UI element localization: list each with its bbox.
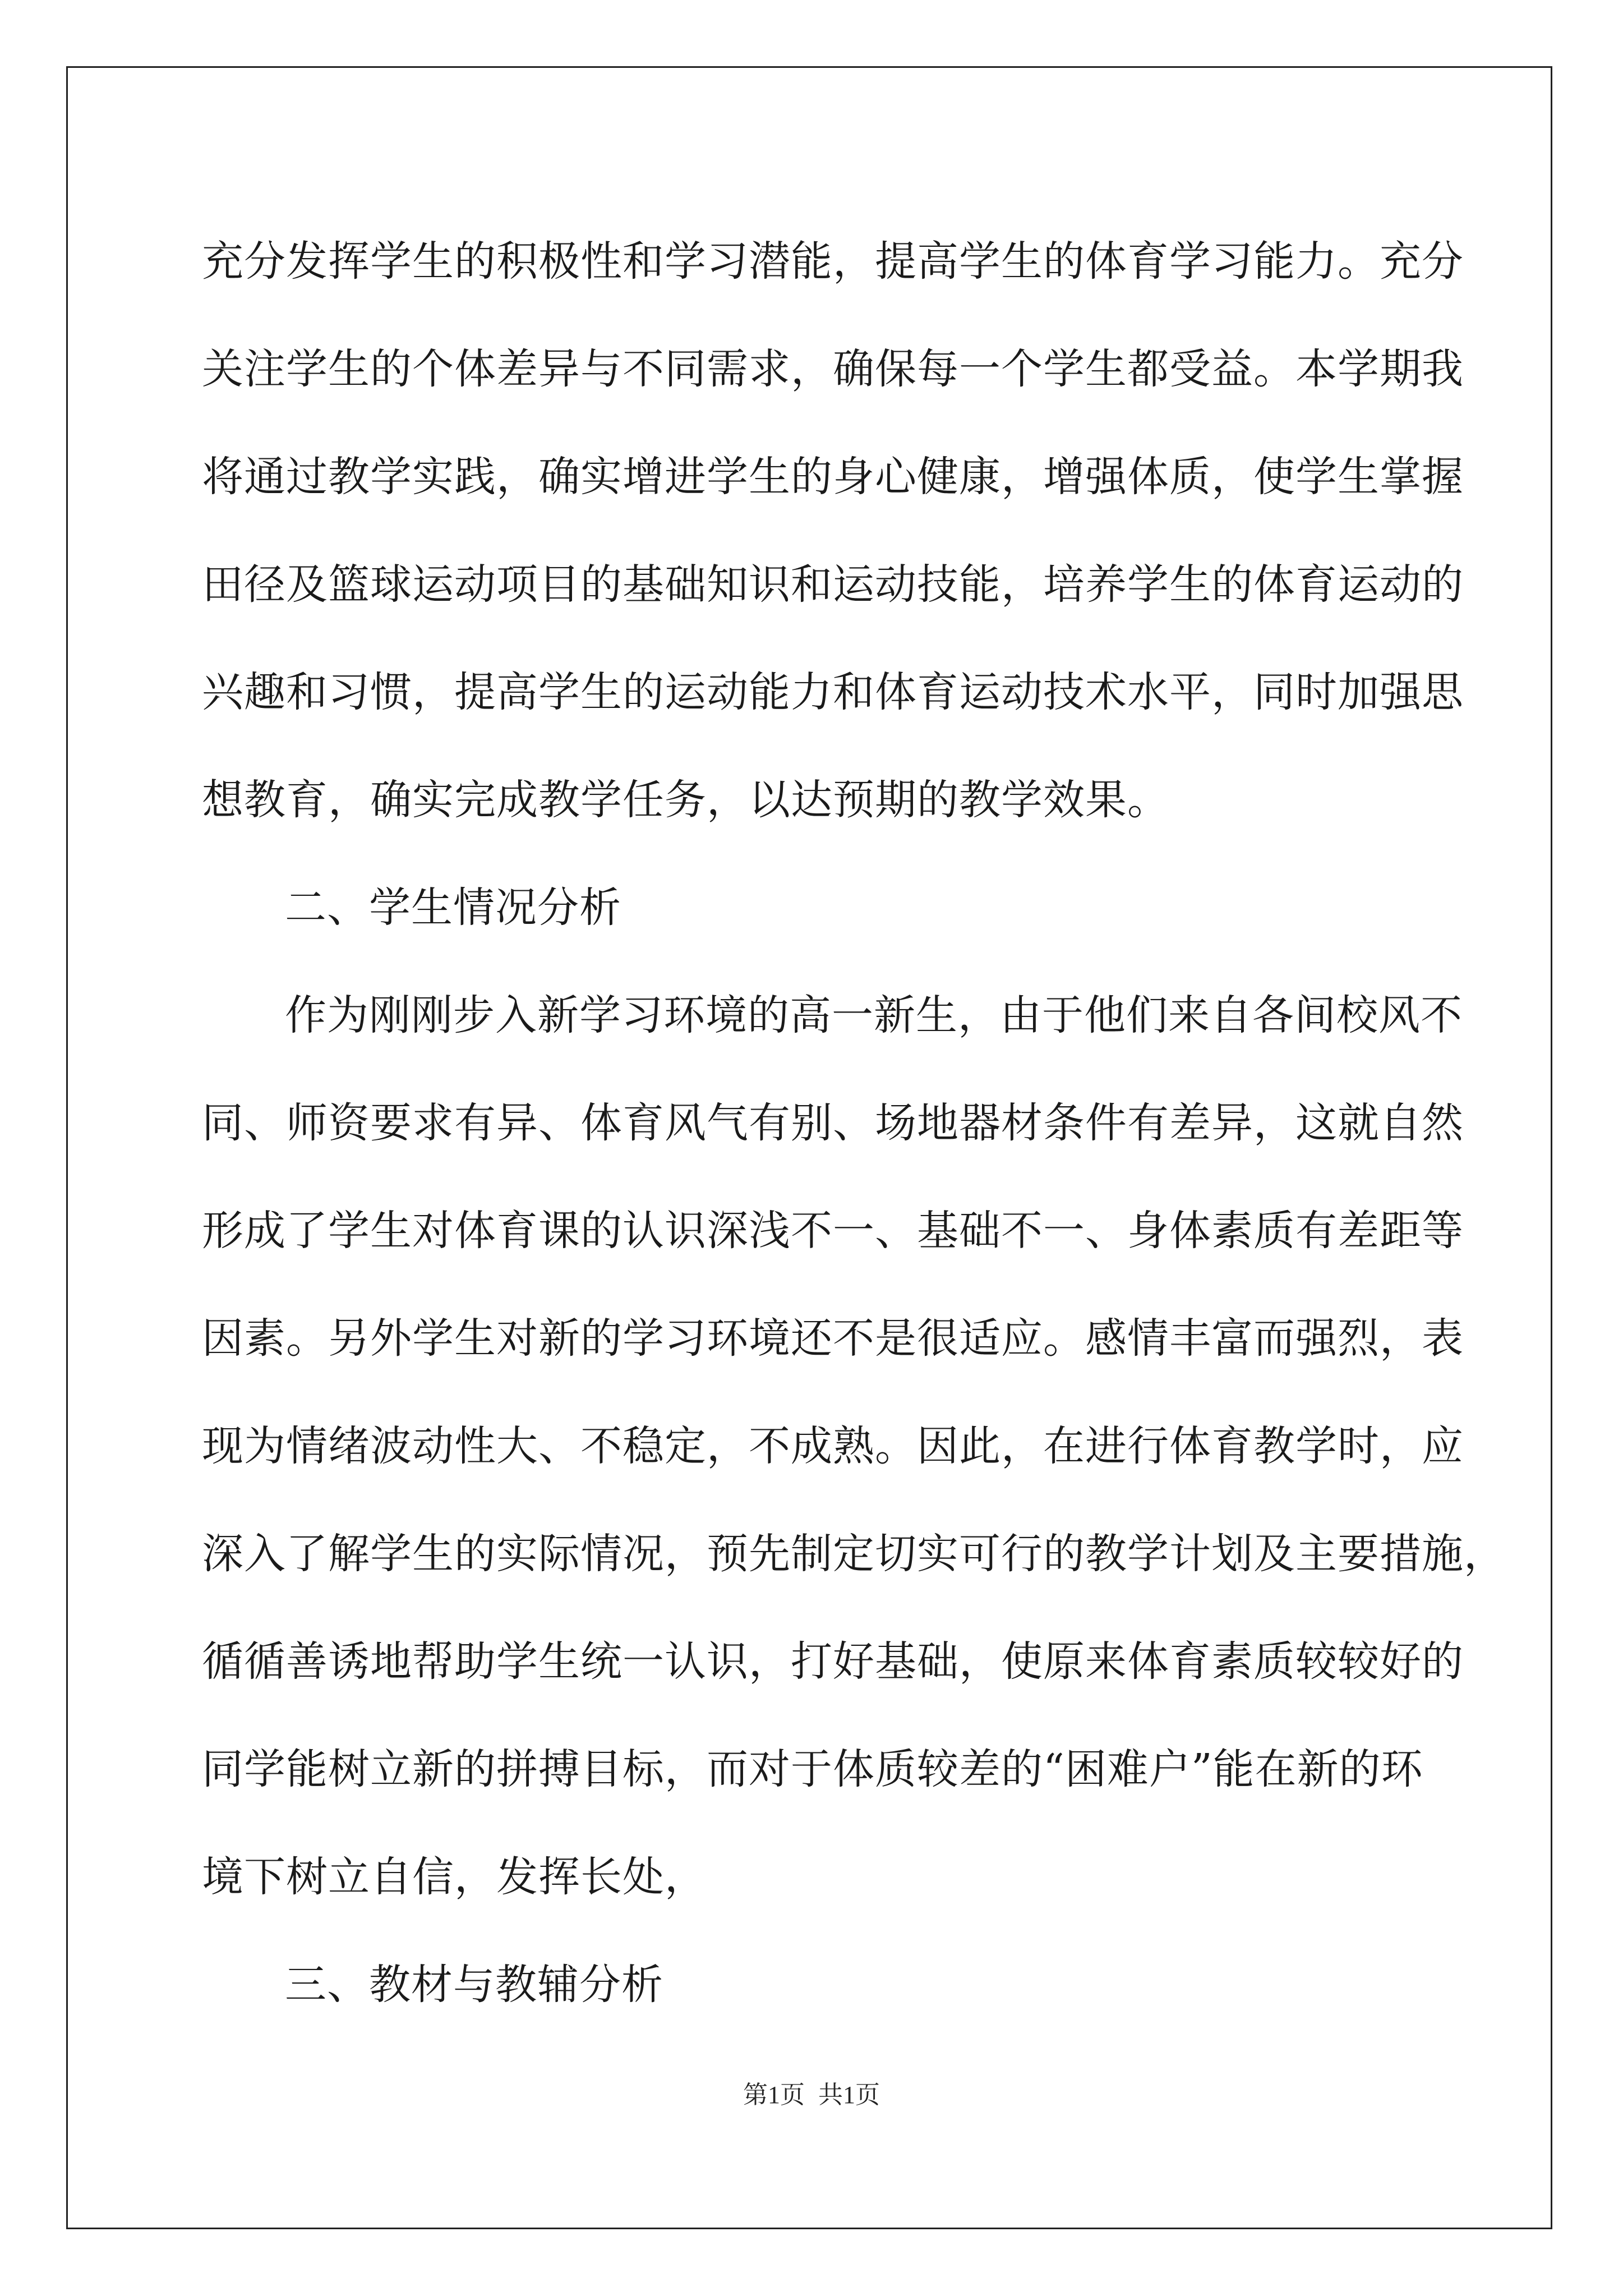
text-line: 充分发挥学生的积极性和学习潜能，提高学生的体育学习能力。充分 <box>202 237 1464 286</box>
page-total: 共1页 <box>818 2081 880 2109</box>
text-line: 现为情绪波动性大、不稳定，不成熟。因此，在进行体育教学时，应 <box>202 1422 1464 1470</box>
text-line: 同学能树立新的拼搏目标，而对于体质较差的“困难户”能在新的环 <box>202 1745 1423 1793</box>
document-body <box>202 208 1506 2039</box>
text-line: 关注学生的个体差异与不同需求，确保每一个学生都受益。本学期我 <box>202 345 1464 393</box>
text-line: 因素。另外学生对新的学习环境还不是很适应。感情丰富而强烈，表 <box>202 1314 1464 1363</box>
text-line: 形成了学生对体育课的认识深浅不一、基础不一、身体素质有差距等 <box>202 1207 1464 1255</box>
page-number: 第1页 <box>743 2081 805 2109</box>
text-line: 将通过教学实践，确实增进学生的身心健康，增强体质，使学生掌握 <box>202 453 1464 501</box>
text-line: 境下树立自信，发挥长处， <box>202 1853 707 1901</box>
text-line: 循循善诱地帮助学生统一认识，打好基础，使原来体育素质较较好的 <box>202 1637 1464 1686</box>
text-line: 作为刚刚步入新学习环境的高一新生，由于他们来自各间校风不 <box>285 991 1463 1039</box>
text-line: 同、师资要求有异、体育风气有别、场地器材条件有差异，这就自然 <box>202 1099 1464 1147</box>
text-line: 想教育，确实完成教学任务，以达预期的教学效果。 <box>202 776 1169 824</box>
section-heading: 二、学生情况分析 <box>285 884 621 932</box>
text-line: 兴趣和习惯，提高学生的运动能力和体育运动技术水平，同时加强思 <box>202 668 1464 716</box>
page-footer <box>0 2078 1623 2112</box>
section-heading: 三、教材与教辅分析 <box>285 1961 663 2009</box>
text-line: 田径及篮球运动项目的基础知识和运动技能，培养学生的体育运动的 <box>202 560 1464 609</box>
text-line: 深入了解学生的实际情况，预先制定切实可行的教学计划及主要措施， <box>202 1530 1506 1578</box>
